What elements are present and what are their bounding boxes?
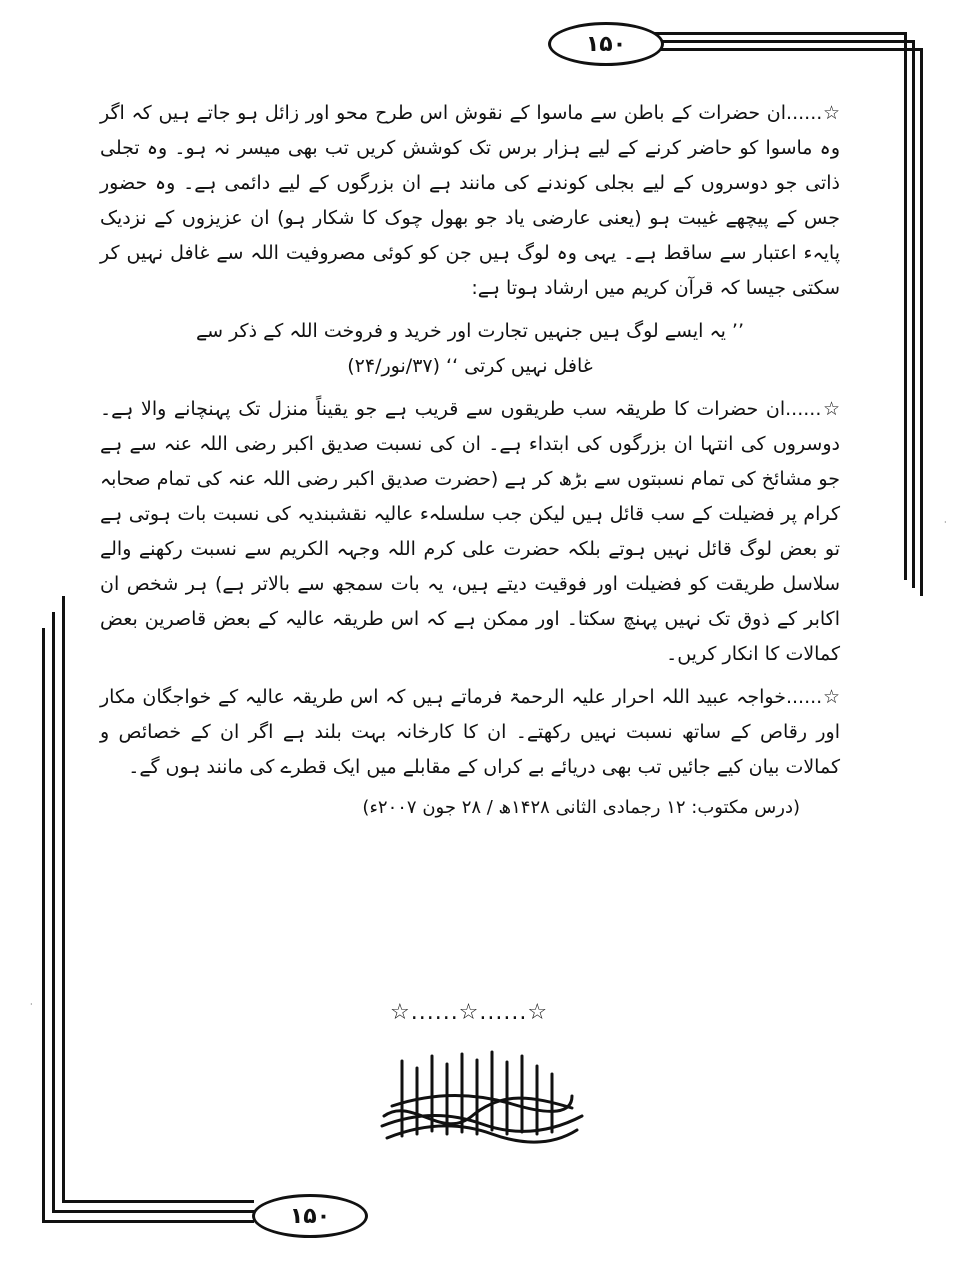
frame-left-line-3 xyxy=(62,596,65,1202)
frame-bottom-line-1 xyxy=(42,1220,254,1223)
frame-top-line-3 xyxy=(650,48,922,51)
quote-line-1: ’’ یہ ایسے لوگ ہیں جنہیں تجارت اور خرید و فروخت اللہ کے ذکر سے xyxy=(195,320,744,342)
paragraph-3: ☆......خواجہ عبید اللہ احرار علیہ الرحمۃ فرماتے ہیں کہ اس طریقہ عالیہ کے خواجگان مکار اور رقاص کے ساتھ نسبت نہیں رکھتے۔ ان کا کارخانہ بہت بلند ہے اگر ان کے خصائص و کمالات بیان کیے جائیں تب بھی دریائے بے کراں کے مقابلے میں ایک قطرے کی مانند ہوں گے۔ xyxy=(100,686,840,778)
frame-left-line-2 xyxy=(52,612,55,1212)
page-number-bottom-text: ۱۵۰ xyxy=(289,1203,331,1229)
scan-mark-left: · xyxy=(30,1000,33,1009)
main-content xyxy=(100,96,840,823)
paragraph-1: ☆......ان حضرات کے باطن سے ماسوا کے نقوش اس طرح محو اور زائل ہو جاتے ہیں کہ اگر وہ ماسوا کو حاضر کرنے کے لیے ہزار برس تک کوشش کریں تب بھی میسر نہ ہو۔ وہ تجلی ذاتی جو دوسروں کے لیے بجلی کوندنے کی مانند ہے ان بزرگوں کے لیے دائمی ہے۔ وہ حضور جس کے پیچھے غیبت ہو (یعنی عارضی یاد جو بھول چوک کا شکار ہو) ان عزیزوں کے نزدیک پایہء اعتبار سے ساقط ہے۔ یہی وہ لوگ ہیں جن کو کوئی مصروفیت اللہ سے غافل نہیں کر سکتی جیسا کہ قرآن کریم میں ارشاد ہوتا ہے: xyxy=(100,102,840,299)
frame-bottom-line-3 xyxy=(62,1200,254,1203)
reference-note: (درس مکتوب: ۱۲ رجمادی الثانی ۱۴۲۸ھ / ۲۸ جون ۲۰۰۷ء) xyxy=(362,797,800,818)
frame-right-line-2 xyxy=(912,40,915,588)
page-number-bottom xyxy=(252,1194,368,1238)
frame-right-line-1 xyxy=(904,32,907,580)
calligraphy-emblem xyxy=(372,1046,592,1146)
page-number-top xyxy=(548,22,664,66)
scan-mark-right: · xyxy=(944,518,947,527)
quote-line-2: غافل نہیں کرتی ‘‘ (۳۷/نور/۲۴) xyxy=(347,355,593,377)
page-number-top-text: ۱۵۰ xyxy=(585,31,627,57)
paragraph-2: ☆......ان حضرات کا طریقہ سب طریقوں سے قریب ہے جو یقیناً منزل تک پہنچانے والا ہے۔ دوسروں کی انتہا ان بزرگوں کی ابتداء ہے۔ ان کی نسبت صدیق اکبر رضی اللہ عنہ سے ہے جو مشائخ کی تمام نسبتوں سے بڑھ کر ہے (حضرت صدیق اکبر رضی اللہ عنہ کی تمام صحابہ کرام پر فضیلت کے سب قائل ہیں لیکن جب سلسلہء عالیہ نقشبندیہ کی نسبت بات ہوتی ہے تو بعض لوگ قائل نہیں ہوتے بلکہ حضرت علی کرم اللہ وجہہ الکریم سے نسبت رکھنے والے سلاسل طریقت کو فضیلت اور فوقیت دیتے ہیں، یہ بات سمجھ سے بالاتر ہے) ہر شخص ان اکابر کے ذوق تک نہیں پہنچ سکتا۔ اور ممکن ہے کہ اس طریقہ عالیہ کے بعض قاصرین بعض کمالات کا انکار کریں۔ xyxy=(100,398,840,665)
frame-right-line-3 xyxy=(920,48,923,596)
frame-top-line-1 xyxy=(650,32,906,35)
frame-bottom-line-2 xyxy=(52,1210,254,1213)
star-divider: ☆......☆......☆ xyxy=(390,1000,549,1025)
quran-quote xyxy=(100,314,840,384)
frame-top-line-2 xyxy=(650,40,914,43)
frame-left-line-1 xyxy=(42,628,45,1222)
